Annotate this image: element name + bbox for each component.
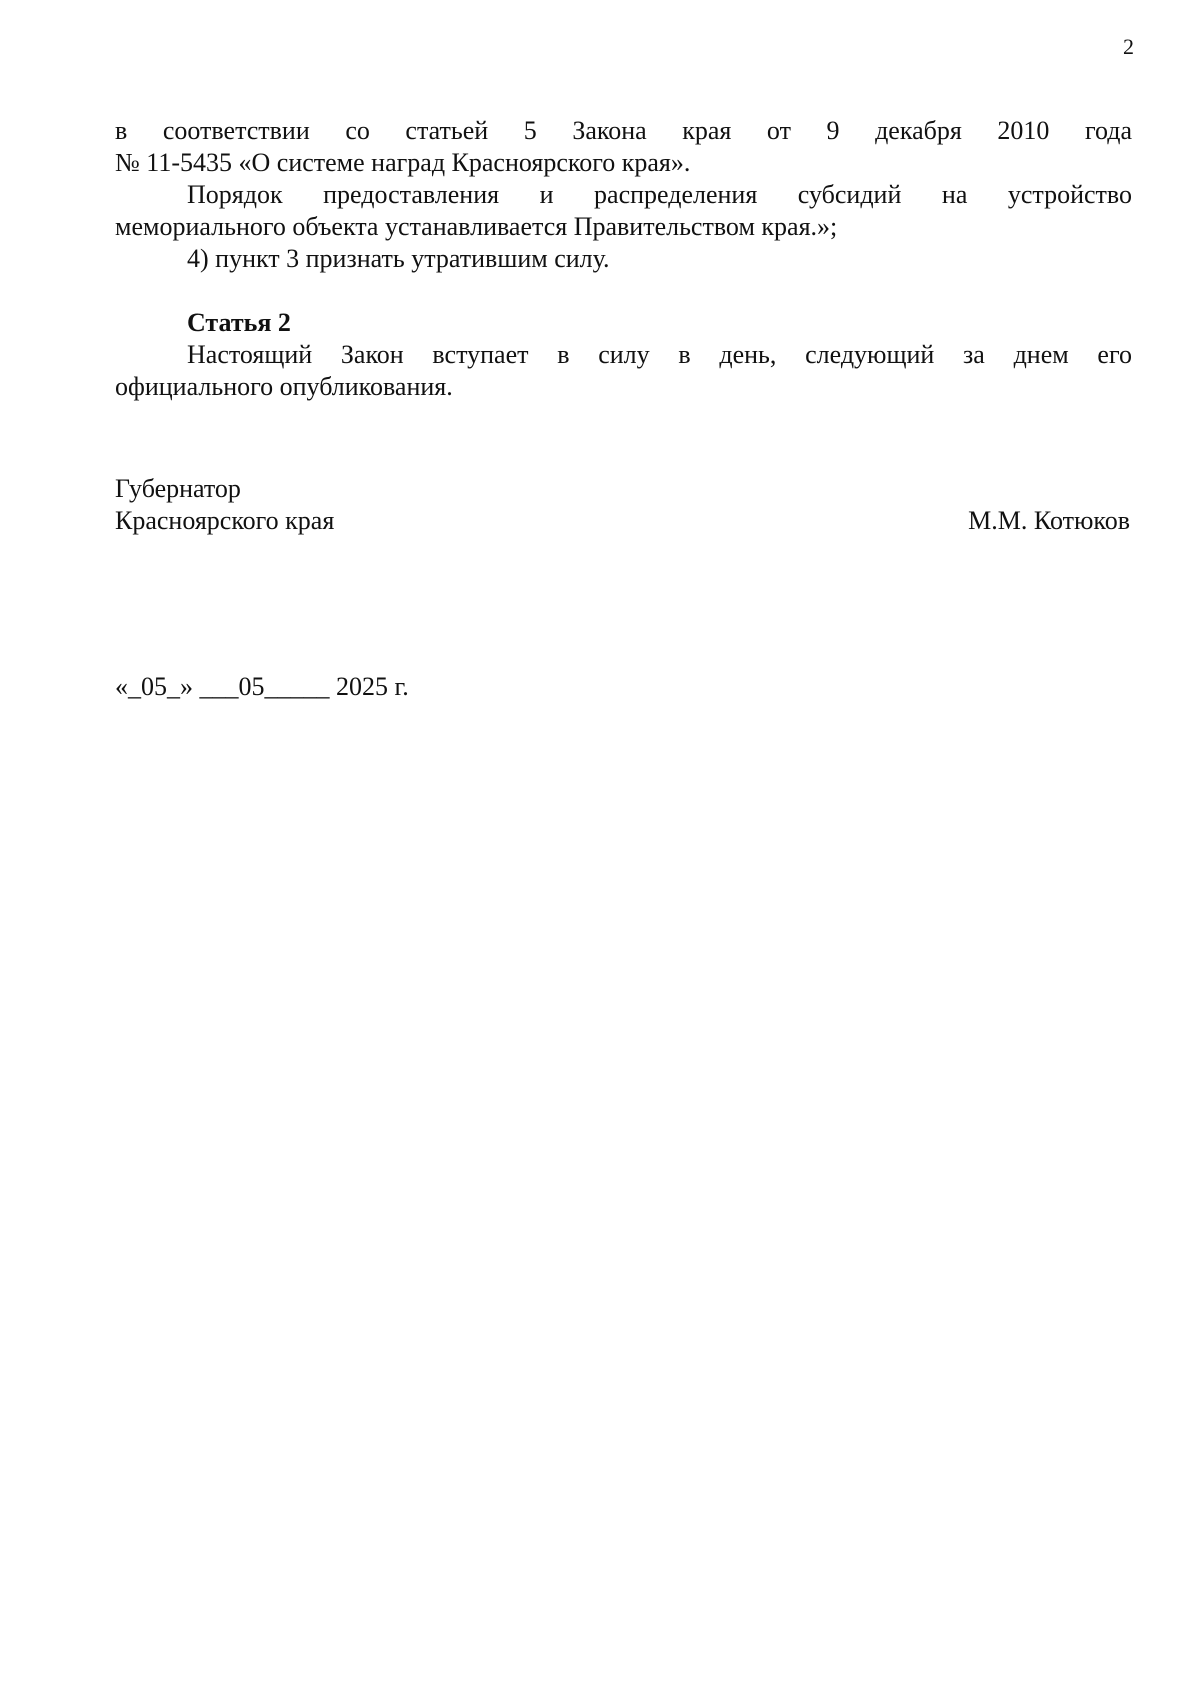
signatory-title: Губернатор (115, 474, 241, 503)
paragraph-line: мемориального объекта устанавливается Правительством края.»; (115, 212, 838, 241)
paragraph-line: № 11-5435 «О системе наград Красноярского края». (115, 148, 691, 177)
paragraph-line: Настоящий Закон вступает в силу в день, следующий за днем его (187, 340, 1132, 369)
paragraph-line: Порядок предоставления и распределения субсидий на устройство (187, 180, 1132, 209)
signatory-title: Красноярского края (115, 506, 335, 535)
paragraph-line: 4) пункт 3 признать утратившим силу. (187, 244, 610, 273)
paragraph-line: официального опубликования. (115, 372, 453, 401)
document-body (115, 115, 1132, 403)
signature-block (115, 473, 1132, 537)
signature-row (115, 505, 1132, 537)
article-heading: Статья 2 (187, 308, 291, 337)
signing-date: «_05_» ___05_____ 2025 г. (115, 672, 409, 701)
section-gap (115, 275, 1132, 307)
paragraph-line: в соответствии со статьей 5 Закона края от 9 декабря 2010 года (115, 116, 1132, 145)
page-number: 2 (1123, 34, 1134, 59)
signatory-name: М.М. Котюков (968, 506, 1130, 535)
